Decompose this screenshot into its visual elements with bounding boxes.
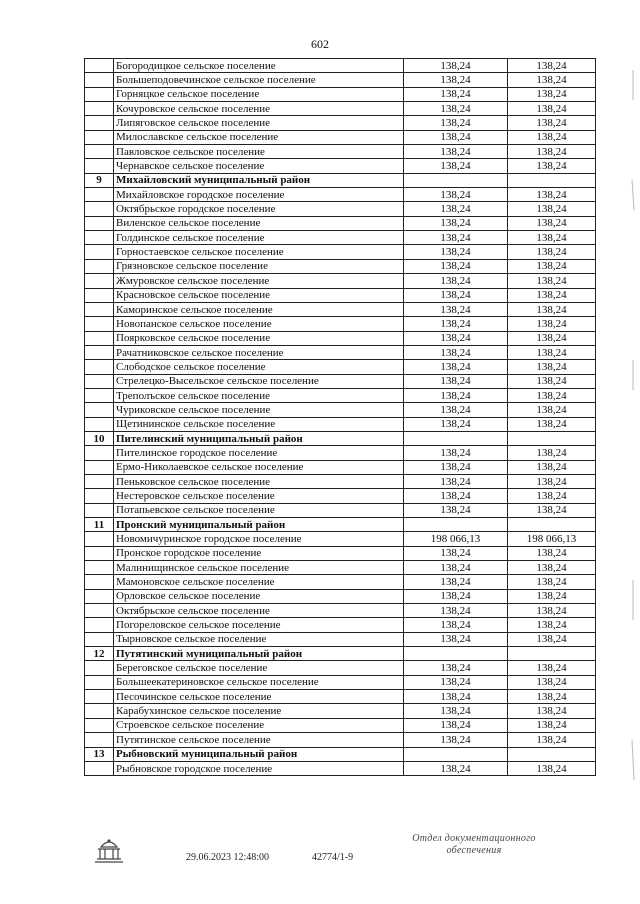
row-value-2: 138,24	[508, 618, 596, 632]
row-value-2: 138,24	[508, 159, 596, 173]
row-name: Мамоновское сельское поселение	[114, 575, 404, 589]
row-value-2: 138,24	[508, 130, 596, 144]
row-number	[85, 761, 114, 775]
row-value-1: 138,24	[404, 145, 508, 159]
row-value-1: 138,24	[404, 202, 508, 216]
table-row	[85, 532, 596, 546]
row-number	[85, 460, 114, 474]
row-number	[85, 690, 114, 704]
stamp-line-2: обеспечения	[446, 845, 502, 856]
row-name: Кочуровское сельское поселение	[114, 102, 404, 116]
row-number	[85, 403, 114, 417]
row-number	[85, 661, 114, 675]
row-value-2: 138,24	[508, 546, 596, 560]
row-number	[85, 360, 114, 374]
district-row	[85, 431, 596, 445]
row-name: Горностаевское сельское поселение	[114, 245, 404, 259]
row-name: Рыбновский муниципальный район	[114, 747, 404, 761]
row-value-2	[508, 431, 596, 445]
row-value-2: 138,24	[508, 188, 596, 202]
row-name: Липяговское сельское поселение	[114, 116, 404, 130]
row-value-1: 138,24	[404, 231, 508, 245]
row-name: Путятинский муниципальный район	[114, 647, 404, 661]
row-value-2: 138,24	[508, 259, 596, 273]
row-name: Павловское сельское поселение	[114, 145, 404, 159]
row-name: Каморинское сельское поселение	[114, 302, 404, 316]
row-number	[85, 589, 114, 603]
row-value-1: 138,24	[404, 374, 508, 388]
row-number	[85, 489, 114, 503]
row-value-2	[508, 647, 596, 661]
row-number	[85, 188, 114, 202]
table-row	[85, 360, 596, 374]
district-row	[85, 647, 596, 661]
row-value-2: 138,24	[508, 632, 596, 646]
row-value-1	[404, 647, 508, 661]
row-value-1: 138,24	[404, 474, 508, 488]
row-number: 12	[85, 647, 114, 661]
table-row	[85, 489, 596, 503]
row-value-2: 138,24	[508, 59, 596, 73]
row-name: Ермо-Николаевское сельское поселение	[114, 460, 404, 474]
row-value-1: 138,24	[404, 59, 508, 73]
table-row	[85, 460, 596, 474]
district-row	[85, 747, 596, 761]
table-row	[85, 589, 596, 603]
row-number	[85, 546, 114, 560]
row-value-1: 138,24	[404, 503, 508, 517]
row-number	[85, 733, 114, 747]
table-row	[85, 288, 596, 302]
table-row	[85, 73, 596, 87]
table-row	[85, 388, 596, 402]
row-value-2: 138,24	[508, 216, 596, 230]
table-row	[85, 259, 596, 273]
row-value-1: 138,24	[404, 259, 508, 273]
table-row	[85, 661, 596, 675]
row-name: Поярковское сельское поселение	[114, 331, 404, 345]
row-number	[85, 202, 114, 216]
row-name: Большеекатериновское сельское поселение	[114, 675, 404, 689]
row-value-1: 138,24	[404, 102, 508, 116]
row-number	[85, 145, 114, 159]
table-row	[85, 604, 596, 618]
row-name: Пителинское городское поселение	[114, 446, 404, 460]
row-number	[85, 632, 114, 646]
department-stamp	[404, 833, 544, 857]
row-value-2: 138,24	[508, 733, 596, 747]
row-value-2: 138,24	[508, 561, 596, 575]
table-row	[85, 274, 596, 288]
row-value-1: 138,24	[404, 116, 508, 130]
row-name: Виленское сельское поселение	[114, 216, 404, 230]
row-name: Пеньковское сельское поселение	[114, 474, 404, 488]
row-name: Береговское сельское поселение	[114, 661, 404, 675]
row-value-1: 138,24	[404, 188, 508, 202]
row-name: Тырновское сельское поселение	[114, 632, 404, 646]
row-value-1: 138,24	[404, 345, 508, 359]
row-value-1: 138,24	[404, 761, 508, 775]
row-value-2: 138,24	[508, 604, 596, 618]
row-number	[85, 718, 114, 732]
row-value-1: 138,24	[404, 274, 508, 288]
row-value-2: 138,24	[508, 345, 596, 359]
row-name: Погореловское сельское поселение	[114, 618, 404, 632]
row-number	[85, 116, 114, 130]
row-name: Октябрьское городское поселение	[114, 202, 404, 216]
table-row	[85, 231, 596, 245]
row-value-1	[404, 747, 508, 761]
row-value-2: 138,24	[508, 317, 596, 331]
row-number: 11	[85, 518, 114, 532]
row-number: 10	[85, 431, 114, 445]
district-row	[85, 173, 596, 187]
row-value-1	[404, 518, 508, 532]
row-value-2: 138,24	[508, 474, 596, 488]
row-value-2: 138,24	[508, 87, 596, 101]
row-name: Чуриковское сельское поселение	[114, 403, 404, 417]
row-number	[85, 604, 114, 618]
row-name: Горняцкое сельское поселение	[114, 87, 404, 101]
row-name: Богородицкое сельское поселение	[114, 59, 404, 73]
row-value-1: 138,24	[404, 618, 508, 632]
row-value-1	[404, 431, 508, 445]
row-number	[85, 102, 114, 116]
row-name: Нестеровское сельское поселение	[114, 489, 404, 503]
row-number	[85, 288, 114, 302]
row-number	[85, 331, 114, 345]
row-number	[85, 503, 114, 517]
row-value-1: 138,24	[404, 575, 508, 589]
table-row	[85, 116, 596, 130]
table-row	[85, 331, 596, 345]
row-name: Путятинское сельское поселение	[114, 733, 404, 747]
table-row	[85, 59, 596, 73]
row-value-2: 138,24	[508, 274, 596, 288]
row-number	[85, 159, 114, 173]
row-number	[85, 474, 114, 488]
row-number	[85, 618, 114, 632]
row-number	[85, 302, 114, 316]
table-row	[85, 474, 596, 488]
table-row	[85, 704, 596, 718]
row-value-2: 138,24	[508, 675, 596, 689]
table-row	[85, 102, 596, 116]
row-number	[85, 245, 114, 259]
row-value-1: 138,24	[404, 317, 508, 331]
row-value-2: 138,24	[508, 388, 596, 402]
table-row	[85, 561, 596, 575]
row-value-2: 138,24	[508, 503, 596, 517]
row-value-1: 138,24	[404, 704, 508, 718]
row-name: Милославское сельское поселение	[114, 130, 404, 144]
row-value-2	[508, 747, 596, 761]
table-row	[85, 216, 596, 230]
row-number	[85, 704, 114, 718]
row-value-2: 138,24	[508, 302, 596, 316]
table-row	[85, 446, 596, 460]
row-name: Рачатниковское сельское поселение	[114, 345, 404, 359]
row-name: Потапьевское сельское поселение	[114, 503, 404, 517]
row-value-2: 138,24	[508, 446, 596, 460]
row-number	[85, 575, 114, 589]
table-row	[85, 675, 596, 689]
row-name: Михайловский муниципальный район	[114, 173, 404, 187]
row-value-2: 138,24	[508, 403, 596, 417]
row-value-2: 138,24	[508, 690, 596, 704]
row-value-2: 138,24	[508, 417, 596, 431]
row-value-2: 138,24	[508, 661, 596, 675]
table-row	[85, 317, 596, 331]
row-value-2: 138,24	[508, 460, 596, 474]
row-number	[85, 675, 114, 689]
table-row	[85, 130, 596, 144]
table-row	[85, 575, 596, 589]
row-name: Слободское сельское поселение	[114, 360, 404, 374]
row-number: 13	[85, 747, 114, 761]
row-value-1: 138,24	[404, 489, 508, 503]
row-name: Голдинское сельское поселение	[114, 231, 404, 245]
row-number	[85, 345, 114, 359]
row-name: Карабухинское сельское поселение	[114, 704, 404, 718]
row-name: Строевское сельское поселение	[114, 718, 404, 732]
row-value-1: 138,24	[404, 130, 508, 144]
row-number	[85, 388, 114, 402]
row-value-2: 138,24	[508, 231, 596, 245]
row-value-1: 138,24	[404, 302, 508, 316]
row-value-1: 138,24	[404, 245, 508, 259]
table-row	[85, 159, 596, 173]
table-row	[85, 690, 596, 704]
table-row	[85, 345, 596, 359]
district-row	[85, 518, 596, 532]
row-number	[85, 446, 114, 460]
row-value-1: 138,24	[404, 546, 508, 560]
row-number	[85, 317, 114, 331]
row-value-2	[508, 173, 596, 187]
row-name: Малинищинское сельское поселение	[114, 561, 404, 575]
row-value-1: 138,24	[404, 288, 508, 302]
row-value-2: 138,24	[508, 73, 596, 87]
row-value-2: 138,24	[508, 288, 596, 302]
table-row	[85, 733, 596, 747]
row-value-2: 138,24	[508, 761, 596, 775]
row-value-1: 138,24	[404, 388, 508, 402]
row-value-1: 138,24	[404, 632, 508, 646]
row-name: Новопанское сельское поселение	[114, 317, 404, 331]
row-value-2: 138,24	[508, 489, 596, 503]
allocation-table	[84, 58, 596, 776]
row-value-1: 138,24	[404, 446, 508, 460]
row-name: Песочинское сельское поселение	[114, 690, 404, 704]
row-name: Треполъское сельское поселение	[114, 388, 404, 402]
row-value-1: 138,24	[404, 331, 508, 345]
row-number	[85, 532, 114, 546]
row-name: Рыбновское городское поселение	[114, 761, 404, 775]
row-name: Красновское сельское поселение	[114, 288, 404, 302]
footer-datetime: 29.06.2023 12:48:00	[186, 852, 270, 863]
stamp-line-1: Отдел документационного	[412, 833, 536, 844]
row-value-2: 138,24	[508, 360, 596, 374]
emblem-logo-icon	[92, 835, 126, 865]
table-row	[85, 245, 596, 259]
row-value-1: 138,24	[404, 360, 508, 374]
page-number: 602	[311, 37, 329, 51]
table-row	[85, 618, 596, 632]
row-value-1: 138,24	[404, 661, 508, 675]
row-name: Грязновское сельское поселение	[114, 259, 404, 273]
row-name: Чернавское сельское поселение	[114, 159, 404, 173]
row-number	[85, 87, 114, 101]
row-value-1: 138,24	[404, 417, 508, 431]
row-name: Новомичуринское городское поселение	[114, 532, 404, 546]
row-value-2: 138,24	[508, 589, 596, 603]
row-number	[85, 259, 114, 273]
table-row	[85, 188, 596, 202]
table-body	[85, 59, 596, 776]
row-name: Октябрьское сельское поселение	[114, 604, 404, 618]
row-value-1: 138,24	[404, 460, 508, 474]
row-name: Жмуровское сельское поселение	[114, 274, 404, 288]
row-value-2: 138,24	[508, 202, 596, 216]
row-number	[85, 130, 114, 144]
table-row	[85, 302, 596, 316]
row-value-2: 138,24	[508, 145, 596, 159]
row-value-2: 138,24	[508, 116, 596, 130]
footer-document-code: 42774/1-9	[312, 852, 354, 863]
row-value-1: 138,24	[404, 690, 508, 704]
row-value-1	[404, 173, 508, 187]
row-value-1: 138,24	[404, 589, 508, 603]
row-value-1: 198 066,13	[404, 532, 508, 546]
row-value-1: 138,24	[404, 216, 508, 230]
row-name: Пронский муниципальный район	[114, 518, 404, 532]
row-value-2: 138,24	[508, 704, 596, 718]
row-number	[85, 59, 114, 73]
row-name: Пронское городское поселение	[114, 546, 404, 560]
table-row	[85, 632, 596, 646]
table-row	[85, 87, 596, 101]
row-number	[85, 561, 114, 575]
row-value-1: 138,24	[404, 159, 508, 173]
table-row	[85, 546, 596, 560]
row-value-1: 138,24	[404, 675, 508, 689]
row-number	[85, 231, 114, 245]
table-row	[85, 761, 596, 775]
row-name: Стрелецко-Высельское сельское поселение	[114, 374, 404, 388]
table-row	[85, 374, 596, 388]
row-name: Пителинский муниципальный район	[114, 431, 404, 445]
row-value-2: 198 066,13	[508, 532, 596, 546]
row-number	[85, 417, 114, 431]
row-value-2	[508, 518, 596, 532]
row-name: Большеподовечинское сельское поселение	[114, 73, 404, 87]
row-value-1: 138,24	[404, 87, 508, 101]
row-number: 9	[85, 173, 114, 187]
row-value-2: 138,24	[508, 102, 596, 116]
table-row	[85, 718, 596, 732]
row-value-2: 138,24	[508, 374, 596, 388]
row-value-1: 138,24	[404, 604, 508, 618]
row-number	[85, 374, 114, 388]
row-number	[85, 216, 114, 230]
row-value-2: 138,24	[508, 331, 596, 345]
table-row	[85, 202, 596, 216]
row-value-1: 138,24	[404, 73, 508, 87]
row-value-1: 138,24	[404, 733, 508, 747]
row-number	[85, 73, 114, 87]
row-number	[85, 274, 114, 288]
table-row	[85, 503, 596, 517]
row-value-2: 138,24	[508, 718, 596, 732]
row-value-1: 138,24	[404, 718, 508, 732]
row-value-1: 138,24	[404, 403, 508, 417]
row-value-2: 138,24	[508, 245, 596, 259]
row-name: Орловское сельское поселение	[114, 589, 404, 603]
row-value-2: 138,24	[508, 575, 596, 589]
table-row	[85, 403, 596, 417]
row-name: Михайловское городское поселение	[114, 188, 404, 202]
row-value-1: 138,24	[404, 561, 508, 575]
table-row	[85, 145, 596, 159]
margin-scan-marks	[628, 60, 638, 840]
table-row	[85, 417, 596, 431]
row-name: Щетининское сельское поселение	[114, 417, 404, 431]
